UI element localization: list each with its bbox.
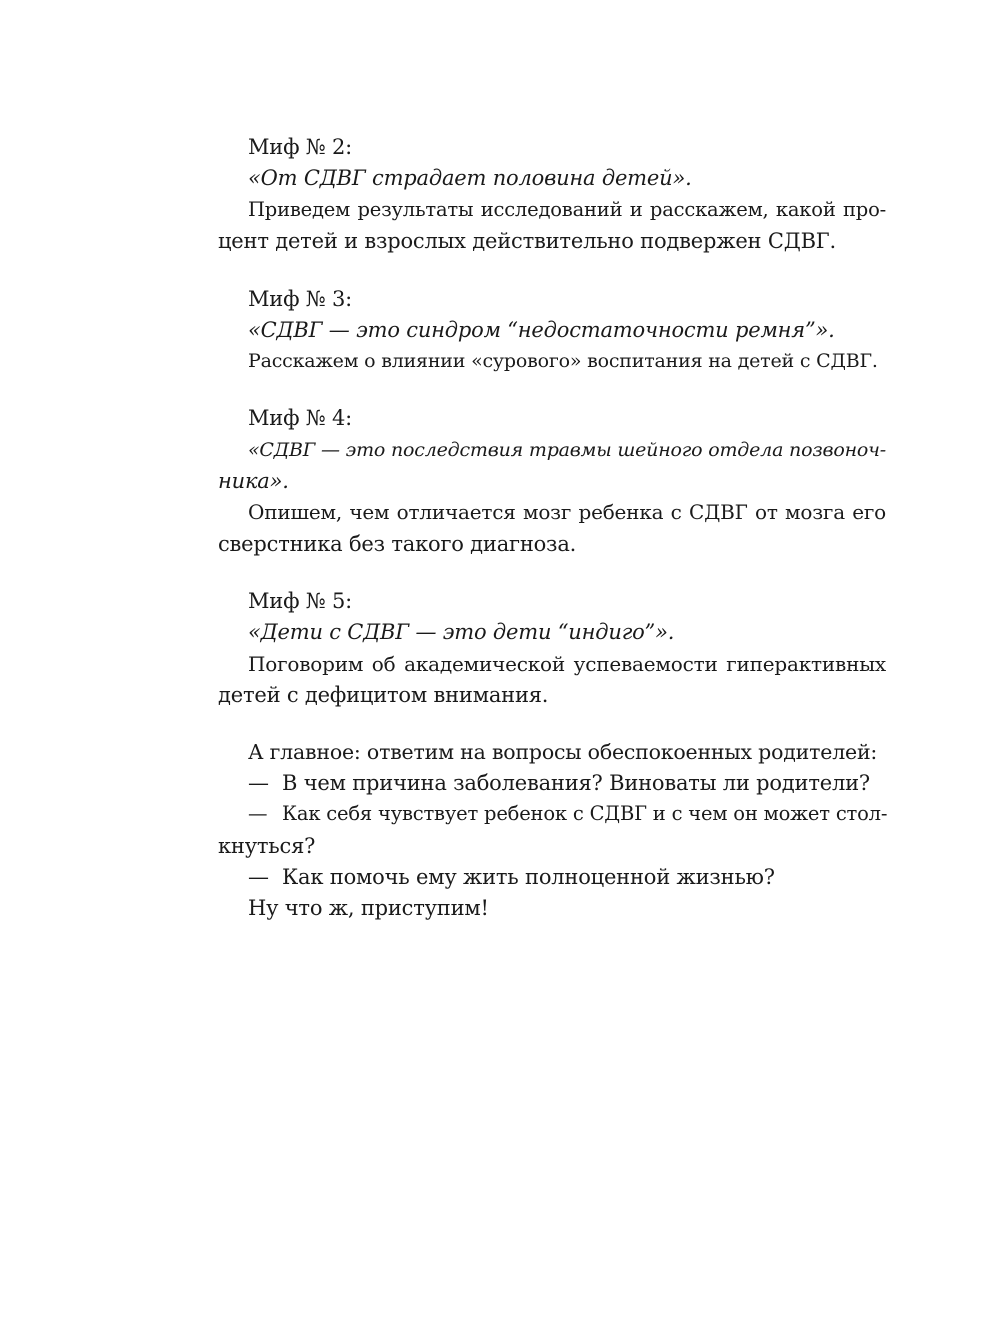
myth-2-text-line-2: цент детей и взрослых действительно подвержен СДВГ. — [218, 229, 836, 253]
myth-4-quote-line-1: «СДВГ — это последствия травмы шейного отдела позвоноч- — [248, 439, 886, 461]
myth-2-heading: Миф № 2: — [248, 135, 352, 159]
myth-2-text-line-1: Приведем результаты исследований и расскажем, какой про- — [248, 198, 886, 221]
question-3-text: Как помочь ему жить полноценной жизнью? — [282, 865, 775, 889]
myth-2-quote: «От СДВГ страдает половина детей». — [248, 166, 692, 190]
myth-3-text-line-1: Расскажем о влиянии «сурового» воспитания на детей с СДВГ. — [248, 350, 878, 372]
question-2-line-1 — [248, 799, 886, 829]
myth-5-heading: Миф № 5: — [248, 589, 352, 613]
em-dash: — — [248, 865, 269, 889]
myth-5-quote: «Дети с СДВГ — это дети “индиго”». — [248, 620, 675, 644]
myth-4-heading: Миф № 4: — [248, 406, 352, 430]
myth-3-quote: «СДВГ — это синдром “недостаточности ремня”». — [248, 318, 835, 342]
conclusion-intro: А главное: ответим на вопросы обеспокоенных родителей: — [248, 740, 878, 764]
em-dash: — — [248, 802, 268, 825]
myth-5-text-line-2: детей с дефицитом внимания. — [218, 683, 549, 707]
question-2-text: Как себя чувствует ребенок с СДВГ и с чем он может стол- — [282, 802, 888, 825]
question-2-line-2: кнуться? — [218, 834, 316, 858]
myth-4-text-line-1: Опишем, чем отличается мозг ребенка с СДВГ от мозга его — [248, 500, 886, 524]
em-dash: — — [248, 771, 269, 795]
question-1-text: В чем причина заболевания? Виноваты ли родители? — [282, 771, 870, 795]
closing-line: Ну что ж, приступим! — [248, 896, 489, 920]
question-3 — [248, 862, 886, 892]
myth-5-text-line-1: Поговорим об академической успеваемости гиперактивных — [248, 652, 886, 676]
myth-4-quote-line-2: ника». — [218, 469, 289, 493]
question-1 — [248, 768, 886, 798]
myth-3-heading: Миф № 3: — [248, 287, 352, 311]
myth-4-text-line-2: сверстника без такого диагноза. — [218, 532, 577, 556]
